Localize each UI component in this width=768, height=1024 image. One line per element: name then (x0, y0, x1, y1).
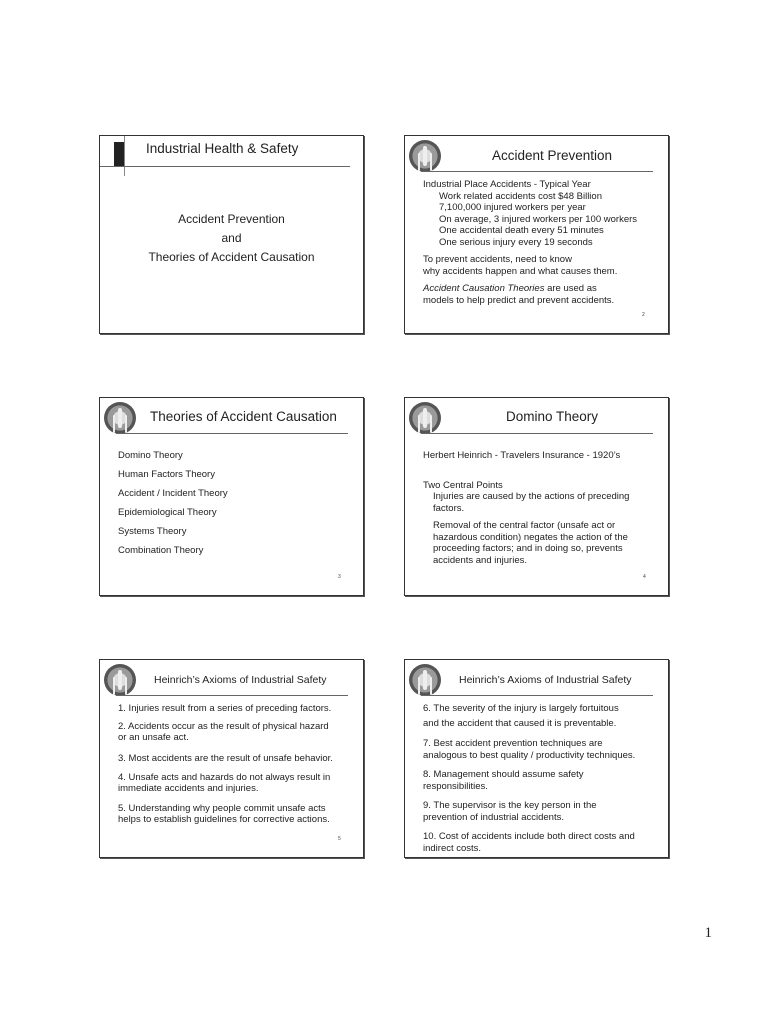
slide-number: 5 (338, 836, 341, 842)
axiom-line: prevention of industrial accidents. (423, 812, 564, 823)
point-line: hazardous condition) negates the action of the (433, 531, 628, 543)
title-accent-block (114, 142, 124, 166)
slide-4 (404, 397, 669, 596)
axiom-line: 3. Most accidents are the result of unsafe behavior. (118, 753, 333, 764)
title-rule (421, 695, 653, 696)
axiom-line: 10. Cost of accidents include both direct costs and (423, 831, 635, 842)
subtitle-line: Theories of Accident Causation (148, 250, 315, 264)
list-item: Combination Theory (118, 545, 204, 556)
list-item: Epidemiological Theory (118, 507, 217, 518)
slide-title: Theories of Accident Causation (150, 409, 337, 424)
title-rule (116, 695, 348, 696)
paragraph-line (423, 283, 637, 295)
slide-5 (99, 659, 364, 858)
slide-title: Domino Theory (506, 409, 599, 424)
vitruvian-logo-icon (104, 664, 136, 696)
axiom-line: immediate accidents and injuries. (118, 783, 259, 794)
slide-1 (99, 135, 364, 334)
paragraph-line: why accidents happen and what causes them. (423, 265, 618, 277)
title-rule (421, 171, 653, 172)
axiom-line: 9. The supervisor is the key person in the (423, 800, 597, 811)
axiom-line: 7. Best accident prevention techniques are (423, 738, 603, 749)
vitruvian-logo-icon (409, 402, 441, 434)
slide-3 (99, 397, 364, 596)
subtitle-line: Accident Prevention (178, 212, 285, 226)
paragraph-line: Two Central Points (423, 479, 503, 491)
point-line: factors. (433, 502, 465, 514)
list-item: Domino Theory (118, 450, 183, 461)
vitruvian-logo-icon (104, 402, 136, 434)
axiom-line: 8. Management should assume safety (423, 769, 584, 780)
slide-2 (404, 135, 669, 334)
slide-title: Accident Prevention (492, 148, 613, 163)
axiom-line: and the accident that caused it is preventable. (423, 718, 617, 729)
paragraph-fragment: are used as (544, 283, 597, 294)
slide-6 (404, 659, 669, 858)
axiom-line: 6. The severity of the injury is largely fortuitous (423, 703, 619, 714)
slide-body (423, 179, 637, 306)
page-number: 1 (704, 925, 712, 941)
list-item: Accident / Incident Theory (118, 488, 228, 499)
slide-title: Industrial Health & Safety (146, 141, 299, 156)
axiom-line: 2. Accidents occur as the result of physical hazard (118, 721, 329, 732)
paragraph-line: To prevent accidents, need to know (423, 254, 572, 265)
axiom-line: helps to establish guidelines for corrective actions. (118, 814, 330, 825)
point-line: Injuries are caused by the actions of preceding (433, 491, 630, 502)
slide-number: 3 (338, 574, 341, 580)
axiom-line: analogous to best quality / productivity techniques. (423, 750, 636, 761)
body-heading: Industrial Place Accidents - Typical Year (423, 179, 591, 190)
title-rule (100, 166, 350, 167)
axiom-line: indirect costs. (423, 843, 482, 854)
axiom-line: 1. Injuries result from a series of preceding factors. (118, 703, 332, 714)
slide-title: Heinrich’s Axioms of Industrial Safety (459, 674, 632, 686)
slide-number: 2 (642, 312, 645, 318)
axiom-line: responsibilities. (423, 781, 488, 792)
slide-body (423, 450, 629, 566)
paragraph-line: Herbert Heinrich - Travelers Insurance - 1920’s (423, 450, 621, 461)
italic-term: Accident Causation Theories (423, 283, 545, 294)
bullet: Work related accidents cost $48 Billion (439, 190, 602, 202)
point-line: proceeding factors; and in doing so, prevents (433, 543, 623, 554)
slide-number: 4 (643, 574, 646, 580)
vitruvian-logo-icon (409, 140, 441, 172)
axiom-line: 5. Understanding why people commit unsafe acts (118, 803, 326, 814)
paragraph-line: models to help predict and prevent accidents. (423, 294, 615, 306)
axiom-line: or an unsafe act. (118, 732, 189, 743)
title-rule (421, 433, 653, 434)
bullet: On average, 3 injured workers per 100 workers (439, 213, 638, 225)
list-item: Human Factors Theory (118, 469, 215, 480)
list-item: Systems Theory (118, 526, 187, 537)
bullet: One serious injury every 19 seconds (439, 236, 593, 248)
bullet: One accidental death every 51 minutes (439, 225, 604, 236)
point-line: accidents and injuries. (433, 554, 527, 566)
title-rule (116, 433, 348, 434)
slide-title: Heinrich’s Axioms of Industrial Safety (154, 674, 327, 686)
subtitle-line: and (221, 231, 242, 245)
title-accent-line (124, 136, 125, 176)
bullet: 7,100,000 injured workers per year (439, 202, 586, 213)
point-line: Removal of the central factor (unsafe act or (433, 520, 616, 531)
axiom-line: 4. Unsafe acts and hazards do not always result in (118, 772, 331, 783)
vitruvian-logo-icon (409, 664, 441, 696)
